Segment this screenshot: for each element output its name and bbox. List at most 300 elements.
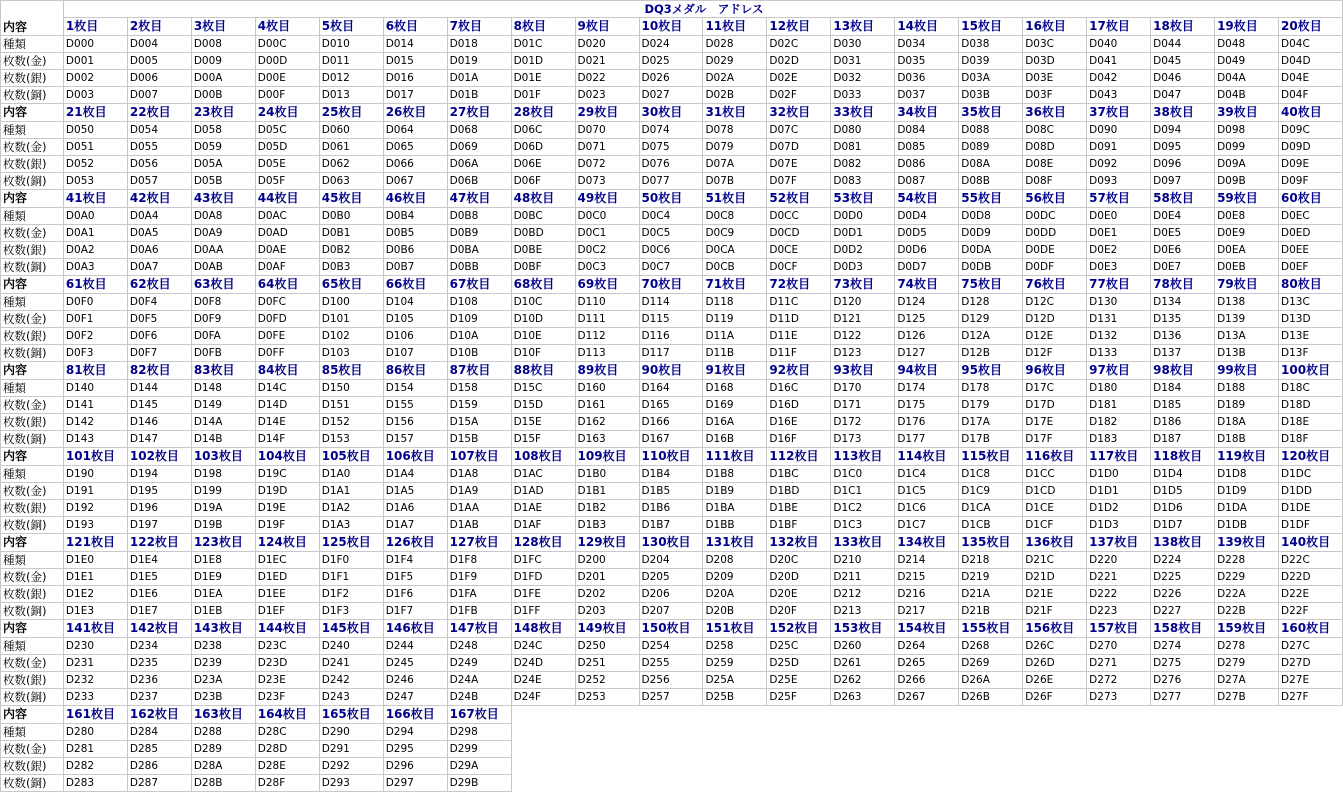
address-cell[interactable]: D200 [575,552,639,569]
address-cell[interactable]: D1C0 [831,466,895,483]
address-cell[interactable]: D14E [255,414,319,431]
address-cell[interactable]: D150 [319,380,383,397]
address-cell[interactable]: D16B [703,431,767,448]
address-cell[interactable]: D234 [127,638,191,655]
medal-number-cell[interactable]: 86枚目 [383,362,447,380]
address-cell[interactable]: D0DB [959,259,1023,276]
medal-number-cell[interactable]: 96枚目 [1023,362,1087,380]
address-cell[interactable]: D255 [639,655,703,672]
medal-number-cell[interactable]: 142枚目 [127,620,191,638]
address-cell[interactable]: D1C9 [959,483,1023,500]
address-cell[interactable]: D0CE [767,242,831,259]
address-cell[interactable]: D21E [1023,586,1087,603]
address-cell[interactable]: D283 [63,775,127,792]
address-cell[interactable]: D1BB [703,517,767,534]
medal-number-cell[interactable]: 88枚目 [511,362,575,380]
address-cell[interactable]: D273 [1087,689,1151,706]
address-cell[interactable]: D116 [639,328,703,345]
address-cell[interactable]: D03A [959,70,1023,87]
address-cell[interactable]: D1AB [447,517,511,534]
address-cell[interactable]: D122 [831,328,895,345]
address-cell[interactable]: D22A [1215,586,1279,603]
empty-cell[interactable] [511,741,575,758]
empty-cell[interactable] [703,758,767,775]
empty-cell[interactable] [1087,724,1151,741]
medal-number-cell[interactable]: 146枚目 [383,620,447,638]
medal-number-cell[interactable]: 94枚目 [895,362,959,380]
row-label-cell[interactable]: 枚数(銅) [1,345,64,362]
address-cell[interactable]: D0A5 [127,225,191,242]
address-cell[interactable]: D27C [1279,638,1343,655]
medal-number-cell[interactable]: 12枚目 [767,18,831,36]
address-cell[interactable]: D0C4 [639,208,703,225]
medal-number-cell[interactable]: 132枚目 [767,534,831,552]
address-cell[interactable]: D19C [255,466,319,483]
address-cell[interactable]: D119 [703,311,767,328]
address-cell[interactable]: D05B [191,173,255,190]
empty-cell[interactable] [959,775,1023,792]
medal-number-cell[interactable]: 31枚目 [703,104,767,122]
address-cell[interactable]: D23E [255,672,319,689]
medal-number-cell[interactable]: 140枚目 [1279,534,1343,552]
address-cell[interactable]: D186 [1151,414,1215,431]
empty-cell[interactable] [1023,741,1087,758]
address-cell[interactable]: D297 [383,775,447,792]
address-cell[interactable]: D043 [1087,87,1151,104]
medal-number-cell[interactable]: 123枚目 [191,534,255,552]
address-cell[interactable]: D1EE [255,586,319,603]
address-cell[interactable]: D1C7 [895,517,959,534]
address-cell[interactable]: D157 [383,431,447,448]
address-cell[interactable]: D1B3 [575,517,639,534]
address-cell[interactable]: D12A [959,328,1023,345]
address-cell[interactable]: D055 [127,139,191,156]
address-cell[interactable]: D1AC [511,466,575,483]
address-cell[interactable]: D0BF [511,259,575,276]
address-cell[interactable]: D0B9 [447,225,511,242]
address-cell[interactable]: D26D [1023,655,1087,672]
address-cell[interactable]: D090 [1087,122,1151,139]
address-cell[interactable]: D1A6 [383,500,447,517]
empty-cell[interactable] [767,741,831,758]
address-cell[interactable]: D0FC [255,294,319,311]
address-cell[interactable]: D0EB [1215,259,1279,276]
address-cell[interactable]: D253 [575,689,639,706]
address-cell[interactable]: D095 [1151,139,1215,156]
row-label-cell[interactable]: 枚数(金) [1,225,64,242]
address-cell[interactable]: D077 [639,173,703,190]
row-label-cell[interactable]: 枚数(銀) [1,156,64,173]
address-cell[interactable]: D184 [1151,380,1215,397]
address-cell[interactable]: D040 [1087,36,1151,53]
row-label-cell[interactable]: 枚数(銅) [1,517,64,534]
address-cell[interactable]: D046 [1151,70,1215,87]
medal-number-cell[interactable]: 103枚目 [191,448,255,466]
address-cell[interactable]: D252 [575,672,639,689]
address-cell[interactable]: D29B [447,775,511,792]
address-cell[interactable]: D137 [1151,345,1215,362]
address-cell[interactable]: D0AC [255,208,319,225]
row-label-cell[interactable]: 枚数(銅) [1,603,64,620]
address-cell[interactable]: D0BA [447,242,511,259]
medal-number-cell[interactable]: 151枚目 [703,620,767,638]
medal-number-cell[interactable]: 127枚目 [447,534,511,552]
medal-number-cell[interactable]: 108枚目 [511,448,575,466]
address-cell[interactable]: D171 [831,397,895,414]
address-cell[interactable]: D16D [767,397,831,414]
medal-number-cell[interactable]: 135枚目 [959,534,1023,552]
address-cell[interactable]: D22C [1279,552,1343,569]
medal-number-cell[interactable]: 153枚目 [831,620,895,638]
row-label-cell[interactable]: 枚数(銀) [1,242,64,259]
address-cell[interactable]: D246 [383,672,447,689]
address-cell[interactable]: D0AB [191,259,255,276]
address-cell[interactable]: D012 [319,70,383,87]
address-cell[interactable]: D22E [1279,586,1343,603]
row-label-cell[interactable]: 枚数(金) [1,53,64,70]
medal-number-cell[interactable]: 47枚目 [447,190,511,208]
address-cell[interactable]: D26E [1023,672,1087,689]
row-label-cell[interactable]: 種類 [1,552,64,569]
address-cell[interactable]: D033 [831,87,895,104]
empty-cell[interactable] [703,741,767,758]
address-cell[interactable]: D174 [895,380,959,397]
address-cell[interactable]: D1E5 [127,569,191,586]
address-cell[interactable]: D1ED [255,569,319,586]
address-cell[interactable]: D18A [1215,414,1279,431]
address-cell[interactable]: D0F7 [127,345,191,362]
address-cell[interactable]: D245 [383,655,447,672]
address-cell[interactable]: D028 [703,36,767,53]
address-cell[interactable]: D20E [767,586,831,603]
address-cell[interactable]: D14B [191,431,255,448]
address-cell[interactable]: D27A [1215,672,1279,689]
address-cell[interactable]: D0A7 [127,259,191,276]
address-cell[interactable]: D05A [191,156,255,173]
empty-cell[interactable] [1279,706,1343,724]
address-cell[interactable]: D131 [1087,311,1151,328]
row-label-cell[interactable]: 枚数(銅) [1,87,64,104]
address-cell[interactable]: D145 [127,397,191,414]
medal-number-cell[interactable]: 75枚目 [959,276,1023,294]
address-cell[interactable]: D00F [255,87,319,104]
address-cell[interactable]: D07F [767,173,831,190]
medal-number-cell[interactable]: 23枚目 [191,104,255,122]
empty-cell[interactable] [639,724,703,741]
address-cell[interactable]: D219 [959,569,1023,586]
address-cell[interactable]: D185 [1151,397,1215,414]
address-cell[interactable]: D1E0 [63,552,127,569]
address-cell[interactable]: D24D [511,655,575,672]
address-cell[interactable]: D136 [1151,328,1215,345]
medal-number-cell[interactable]: 58枚目 [1151,190,1215,208]
address-cell[interactable]: D026 [639,70,703,87]
address-cell[interactable]: D0EF [1279,259,1343,276]
address-cell[interactable]: D158 [447,380,511,397]
address-cell[interactable]: D045 [1151,53,1215,70]
address-cell[interactable]: D152 [319,414,383,431]
address-cell[interactable]: D1B1 [575,483,639,500]
medal-number-cell[interactable]: 92枚目 [767,362,831,380]
address-cell[interactable]: D288 [191,724,255,741]
address-cell[interactable]: D0AE [255,242,319,259]
address-cell[interactable]: D030 [831,36,895,53]
address-cell[interactable]: D0AF [255,259,319,276]
address-cell[interactable]: D1A2 [319,500,383,517]
address-cell[interactable]: D1A9 [447,483,511,500]
address-cell[interactable]: D18C [1279,380,1343,397]
medal-number-cell[interactable]: 122枚目 [127,534,191,552]
address-cell[interactable]: D266 [895,672,959,689]
address-cell[interactable]: D1AD [511,483,575,500]
address-cell[interactable]: D299 [447,741,511,758]
address-cell[interactable]: D11D [767,311,831,328]
address-cell[interactable]: D07B [703,173,767,190]
address-cell[interactable]: D031 [831,53,895,70]
address-cell[interactable]: D1B8 [703,466,767,483]
address-cell[interactable]: D01C [511,36,575,53]
address-cell[interactable]: D18B [1215,431,1279,448]
medal-number-cell[interactable]: 120枚目 [1279,448,1343,466]
address-cell[interactable]: D0BE [511,242,575,259]
address-cell[interactable]: D224 [1151,552,1215,569]
address-cell[interactable]: D0EC [1279,208,1343,225]
medal-number-cell[interactable]: 73枚目 [831,276,895,294]
address-cell[interactable]: D1E8 [191,552,255,569]
empty-cell[interactable] [703,775,767,792]
address-cell[interactable]: D1CD [1023,483,1087,500]
address-cell[interactable]: D24B [447,689,511,706]
address-cell[interactable]: D27B [1215,689,1279,706]
address-cell[interactable]: D225 [1151,569,1215,586]
address-cell[interactable]: D036 [895,70,959,87]
address-cell[interactable]: D172 [831,414,895,431]
medal-number-cell[interactable]: 9枚目 [575,18,639,36]
address-cell[interactable]: D22F [1279,603,1343,620]
address-cell[interactable]: D1C3 [831,517,895,534]
address-cell[interactable]: D22B [1215,603,1279,620]
address-cell[interactable]: D15E [511,414,575,431]
address-cell[interactable]: D1AA [447,500,511,517]
address-cell[interactable]: D052 [63,156,127,173]
address-cell[interactable]: D1E9 [191,569,255,586]
medal-number-cell[interactable]: 116枚目 [1023,448,1087,466]
medal-number-cell[interactable]: 145枚目 [319,620,383,638]
address-cell[interactable]: D008 [191,36,255,53]
address-cell[interactable]: D017 [383,87,447,104]
medal-number-cell[interactable]: 43枚目 [191,190,255,208]
address-cell[interactable]: D09B [1215,173,1279,190]
header-label-cell[interactable]: 内容 [1,448,64,466]
address-cell[interactable]: D124 [895,294,959,311]
address-cell[interactable]: D214 [895,552,959,569]
empty-cell[interactable] [511,706,575,724]
address-cell[interactable]: D1B0 [575,466,639,483]
address-cell[interactable]: D298 [447,724,511,741]
empty-cell[interactable] [895,741,959,758]
address-cell[interactable]: D1D2 [1087,500,1151,517]
address-cell[interactable]: D0B5 [383,225,447,242]
empty-cell[interactable] [959,741,1023,758]
address-cell[interactable]: D09C [1279,122,1343,139]
address-cell[interactable]: D183 [1087,431,1151,448]
address-cell[interactable]: D107 [383,345,447,362]
address-cell[interactable]: D20D [767,569,831,586]
medal-number-cell[interactable]: 55枚目 [959,190,1023,208]
address-cell[interactable]: D1F2 [319,586,383,603]
medal-number-cell[interactable]: 6枚目 [383,18,447,36]
address-cell[interactable]: D07E [767,156,831,173]
medal-number-cell[interactable]: 83枚目 [191,362,255,380]
empty-cell[interactable] [1279,741,1343,758]
address-cell[interactable]: D0D3 [831,259,895,276]
medal-number-cell[interactable]: 82枚目 [127,362,191,380]
address-cell[interactable]: D0E2 [1087,242,1151,259]
address-cell[interactable]: D110 [575,294,639,311]
address-cell[interactable]: D149 [191,397,255,414]
empty-cell[interactable] [703,706,767,724]
address-cell[interactable]: D01F [511,87,575,104]
address-cell[interactable]: D163 [575,431,639,448]
address-cell[interactable]: D188 [1215,380,1279,397]
empty-cell[interactable] [1279,724,1343,741]
address-cell[interactable]: D0E9 [1215,225,1279,242]
address-cell[interactable]: D290 [319,724,383,741]
medal-number-cell[interactable]: 105枚目 [319,448,383,466]
address-cell[interactable]: D117 [639,345,703,362]
address-cell[interactable]: D08A [959,156,1023,173]
address-cell[interactable]: D182 [1087,414,1151,431]
address-cell[interactable]: D206 [639,586,703,603]
medal-number-cell[interactable]: 24枚目 [255,104,319,122]
address-cell[interactable]: D232 [63,672,127,689]
address-cell[interactable]: D26B [959,689,1023,706]
address-cell[interactable]: D08F [1023,173,1087,190]
medal-number-cell[interactable]: 32枚目 [767,104,831,122]
address-cell[interactable]: D083 [831,173,895,190]
medal-number-cell[interactable]: 117枚目 [1087,448,1151,466]
header-label-cell[interactable]: 内容 [1,534,64,552]
empty-cell[interactable] [511,775,575,792]
medal-number-cell[interactable]: 133枚目 [831,534,895,552]
address-cell[interactable]: D0F5 [127,311,191,328]
address-cell[interactable]: D07C [767,122,831,139]
address-cell[interactable]: D1B6 [639,500,703,517]
address-cell[interactable]: D082 [831,156,895,173]
address-cell[interactable]: D14F [255,431,319,448]
medal-number-cell[interactable]: 159枚目 [1215,620,1279,638]
address-cell[interactable]: D166 [639,414,703,431]
medal-number-cell[interactable]: 114枚目 [895,448,959,466]
medal-number-cell[interactable]: 26枚目 [383,104,447,122]
medal-number-cell[interactable]: 137枚目 [1087,534,1151,552]
empty-cell[interactable] [831,741,895,758]
row-label-cell[interactable]: 種類 [1,380,64,397]
address-cell[interactable]: D102 [319,328,383,345]
medal-number-cell[interactable]: 71枚目 [703,276,767,294]
address-cell[interactable]: D217 [895,603,959,620]
address-cell[interactable]: D17B [959,431,1023,448]
address-cell[interactable]: D02E [767,70,831,87]
address-cell[interactable]: D0D6 [895,242,959,259]
medal-number-cell[interactable]: 11枚目 [703,18,767,36]
address-cell[interactable]: D239 [191,655,255,672]
address-cell[interactable]: D135 [1151,311,1215,328]
address-cell[interactable]: D1D7 [1151,517,1215,534]
address-cell[interactable]: D1F4 [383,552,447,569]
address-cell[interactable]: D0A0 [63,208,127,225]
address-cell[interactable]: D03C [1023,36,1087,53]
address-cell[interactable]: D060 [319,122,383,139]
address-cell[interactable]: D23D [255,655,319,672]
address-cell[interactable]: D1EA [191,586,255,603]
address-cell[interactable]: D0DE [1023,242,1087,259]
address-cell[interactable]: D132 [1087,328,1151,345]
address-cell[interactable]: D1D9 [1215,483,1279,500]
address-cell[interactable]: D1F1 [319,569,383,586]
address-cell[interactable]: D23B [191,689,255,706]
address-cell[interactable]: D0CF [767,259,831,276]
address-cell[interactable]: D0C6 [639,242,703,259]
address-cell[interactable]: D0E8 [1215,208,1279,225]
empty-cell[interactable] [575,724,639,741]
address-cell[interactable]: D03F [1023,87,1087,104]
address-cell[interactable]: D162 [575,414,639,431]
address-cell[interactable]: D196 [127,500,191,517]
address-cell[interactable]: D014 [383,36,447,53]
medal-number-cell[interactable]: 54枚目 [895,190,959,208]
medal-number-cell[interactable]: 100枚目 [1279,362,1343,380]
address-cell[interactable]: D260 [831,638,895,655]
address-cell[interactable]: D057 [127,173,191,190]
address-cell[interactable]: D011 [319,53,383,70]
address-cell[interactable]: D01B [447,87,511,104]
address-cell[interactable]: D080 [831,122,895,139]
address-cell[interactable]: D279 [1215,655,1279,672]
address-cell[interactable]: D071 [575,139,639,156]
address-cell[interactable]: D1BF [767,517,831,534]
address-cell[interactable]: D1BE [767,500,831,517]
address-cell[interactable]: D262 [831,672,895,689]
address-cell[interactable]: D269 [959,655,1023,672]
address-cell[interactable]: D0DC [1023,208,1087,225]
address-cell[interactable]: D240 [319,638,383,655]
address-cell[interactable]: D160 [575,380,639,397]
medal-number-cell[interactable]: 160枚目 [1279,620,1343,638]
address-cell[interactable]: D13A [1215,328,1279,345]
address-cell[interactable]: D1AE [511,500,575,517]
address-cell[interactable]: D1F8 [447,552,511,569]
medal-number-cell[interactable]: 8枚目 [511,18,575,36]
address-cell[interactable]: D118 [703,294,767,311]
address-cell[interactable]: D047 [1151,87,1215,104]
medal-number-cell[interactable]: 64枚目 [255,276,319,294]
address-cell[interactable]: D05F [255,173,319,190]
address-cell[interactable]: D0CC [767,208,831,225]
address-cell[interactable]: D0CA [703,242,767,259]
empty-cell[interactable] [959,706,1023,724]
medal-number-cell[interactable]: 25枚目 [319,104,383,122]
medal-number-cell[interactable]: 35枚目 [959,104,1023,122]
address-cell[interactable]: D28E [255,758,319,775]
empty-cell[interactable] [511,724,575,741]
row-label-cell[interactable]: 枚数(銅) [1,431,64,448]
medal-number-cell[interactable]: 16枚目 [1023,18,1087,36]
row-label-cell[interactable]: 種類 [1,294,64,311]
address-cell[interactable]: D044 [1151,36,1215,53]
address-cell[interactable]: D1BD [767,483,831,500]
medal-number-cell[interactable]: 91枚目 [703,362,767,380]
